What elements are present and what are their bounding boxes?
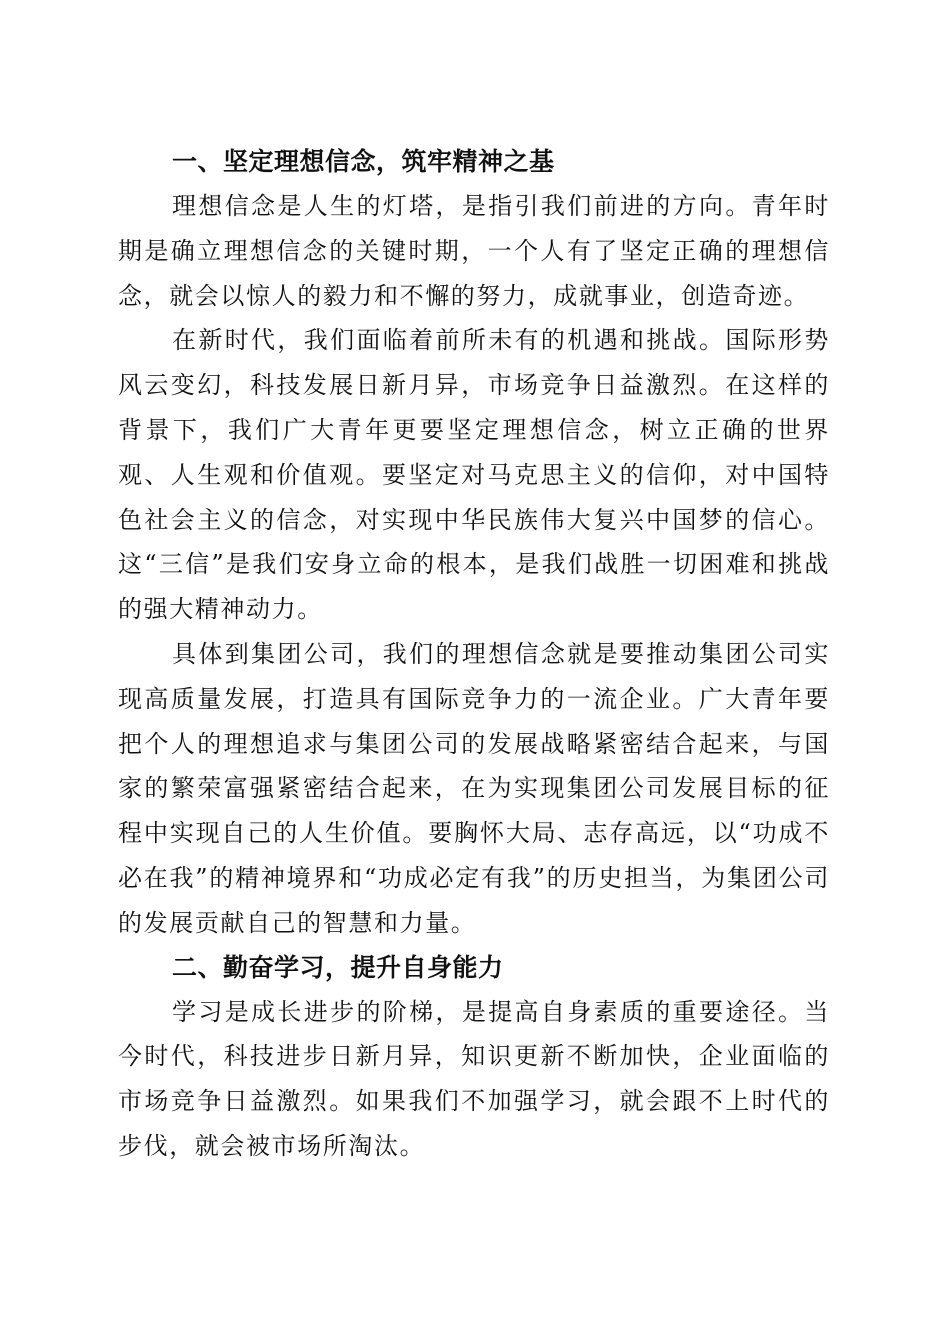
section-1-paragraph-1: 理想信念是人生的灯塔，是指引我们前进的方向。青年时期是确立理想信念的关键时期，一个人有了坚定正确的理想信念，就会以惊人的毅力和不懈的努力，成就事业，创造奇迹。 xyxy=(118,192,830,310)
section-2-paragraph-1: 学习是成长进步的阶梯，是提高自身素质的重要途径。当今时代，科技进步日新月异，知识更新不断加快，企业面临的市场竞争日益激烈。如果我们不加强学习，就会跟不上时代的步伐，就会被市场所淘汰。 xyxy=(118,997,830,1160)
document-body xyxy=(118,140,830,1169)
section-1-paragraph-3: 具体到集团公司，我们的理想信念就是要推动集团公司实现高质量发展，打造具有国际竞争力的一流企业。广大青年要把个人的理想追求与集团公司的发展战略紧密结合起来，与国家的繁荣富强紧密结合起来，在为实现集团公司发展目标的征程中实现自己的人生价值。要胸怀大局、志存高远，以“功成不必在我”的精神境界和“功成必定有我”的历史担当，为集团公司的发展贡献自己的智慧和力量。 xyxy=(118,639,830,937)
section-1-heading: 一、坚定理想信念，筑牢精神之基 xyxy=(172,147,555,176)
section-1-paragraph-2: 在新时代，我们面临着前所未有的机遇和挑战。国际形势风云变幻，科技发展日新月异，市场竞争日益激烈。在这样的背景下，我们广大青年更要坚定理想信念，树立正确的世界观、人生观和价值观。要坚定对马克思主义的信仰，对中国特色社会主义的信念，对实现中华民族伟大复兴中国梦的信心。这“三信”是我们安身立命的根本，是我们战胜一切困难和挑战的强大精神动力。 xyxy=(118,326,830,624)
section-2-heading: 二、勤奋学习，提升自身能力 xyxy=(172,952,504,982)
